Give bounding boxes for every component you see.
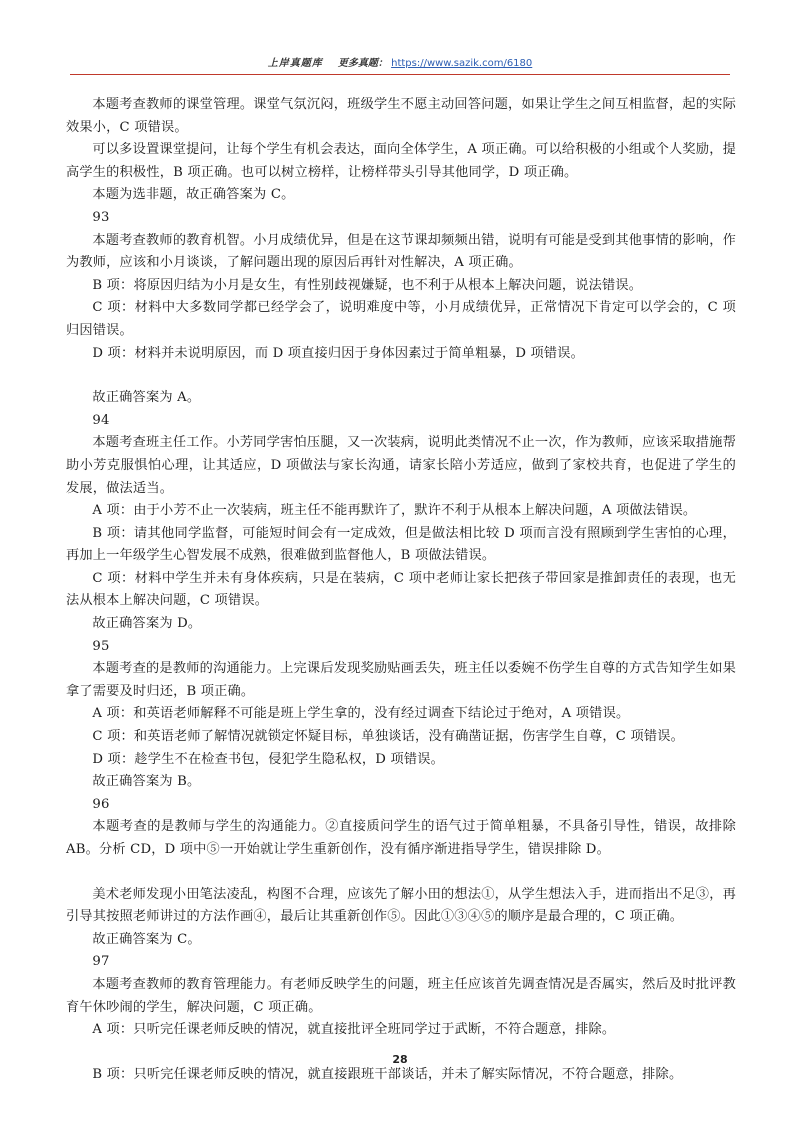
- paragraph: 故正确答案为 A。: [92, 390, 201, 406]
- paragraph: 本题考查教师的教育管理能力。有老师反映学生的问题，班主任应该首先调查情况是否属实，然后及时批评教育午休吵闹的学生，解决问题，C 项正确。: [66, 976, 736, 1015]
- paragraph: B 项：只听完任课老师反映的情况，就直接跟班干部谈话，并未了解实际情况，不符合题意，排除。: [92, 1066, 683, 1082]
- page-number: 28: [392, 1053, 408, 1066]
- paragraph: A 项：由于小芳不止一次装病，班主任不能再默许了，默许不利于从根本上解决问题，A 项做法错误。: [92, 503, 697, 519]
- question-number: 95: [92, 638, 110, 654]
- paragraph: A 项：只听完任课老师反映的情况，就直接批评全班同学过于武断，不符合题意，排除。: [92, 1022, 616, 1038]
- paragraph: 本题考查班主任工作。小芳同学害怕压腿，又一次装病，说明此类情况不止一次，作为教师，应该采取措施帮助小芳克服惧怕心理，让其适应，D 项做法与家长沟通，请家长陪小芳适应，做到了家校共育，也促进了学生的发展，做法适当。: [66, 435, 736, 496]
- paragraph: A 项：和英语老师解释不可能是班上学生拿的，没有经过调查下结论过于绝对，A 项错误。: [92, 706, 630, 722]
- paragraph: 本题考查的是教师与学生的沟通能力。②直接质问学生的语气过于简单粗暴，不具备引导性，错误，故排除 AB。分析 CD，D 项中⑤一开始就让学生重新创作，没有循序渐进指导学生，错误排除 D。: [66, 819, 736, 857]
- paragraph: 美术老师发现小田笔法凌乱，构图不合理，应该先了解小田的想法①，从学生想法入手，进而指出不足③，再引导其按照老师讲过的方法作画④，最后让其重新创作⑤。因此①③④⑤的顺序是最合理的，C 项正确。: [66, 886, 736, 925]
- document-body: [66, 94, 736, 1086]
- page-header: [70, 54, 730, 76]
- header-label: 更多真题：: [337, 58, 388, 69]
- header-link[interactable]: https://www.sazik.com/6180: [391, 58, 533, 69]
- paragraph: D 项：材料并未说明原因，而 D 项直接归因于身体因素过于简单粗暴，D 项错误。: [92, 345, 585, 361]
- question-number: 97: [92, 954, 110, 970]
- paragraph: C 项：材料中学生并未有身体疾病，只是在装病，C 项中老师让家长把孩子带回家是推卸责任的表现，也无法从根本上解决问题，C 项错误。: [66, 570, 736, 609]
- paragraph: 故正确答案为 C。: [92, 931, 201, 947]
- paragraph: 本题为选非题，故正确答案为 C。: [92, 187, 295, 203]
- question-number: 94: [92, 412, 110, 428]
- paragraph: 可以多设置课堂提问，让每个学生有机会表达，面向全体学生，A 项正确。可以给积极的小组或个人奖励，提高学生的积极性，B 项正确。也可以树立榜样，让榜样带头引导其他同学，D 项正确。: [66, 142, 736, 180]
- header-divider: [70, 74, 730, 75]
- paragraph: 本题考查教师的教育机智。小月成绩优异，但是在这节课却频频出错，说明有可能是受到其他事情的影响，作为教师，应该和小月谈谈，了解问题出现的原因后再针对性解决，A 项正确。: [66, 232, 736, 271]
- paragraph: B 项：将原因归结为小月是女生，有性别歧视嫌疑，也不利于从根本上解决问题，说法错误。: [92, 277, 643, 293]
- paragraph: B 项：请其他同学监督，可能短时间会有一定成效，但是做法相比较 D 项而言没有照顾到学生害怕的心理，再加上一年级学生心智发展不成熟，很难做到监督他人，B 项做法错误。: [66, 525, 736, 564]
- paragraph: 本题考查的是教师的沟通能力。上完课后发现奖励贴画丢失，班主任以委婉不伤学生自尊的方式告知学生如果拿了需要及时归还，B 项正确。: [66, 661, 736, 699]
- paragraph: C 项：和英语老师了解情况就锁定怀疑目标，单独谈话，没有确凿证据，伤害学生自尊，C 项错误。: [92, 729, 685, 745]
- paragraph: 故正确答案为 B。: [92, 774, 201, 790]
- question-number: 93: [92, 209, 110, 225]
- paragraph: 故正确答案为 D。: [92, 616, 202, 632]
- paragraph: 本题考查教师的课堂管理。课堂气氛沉闷，班级学生不愿主动回答问题，如果让学生之间互相监督，起的实际效果小，C 项错误。: [66, 97, 736, 135]
- paragraph: C 项：材料中大多数同学都已经学会了，说明难度中等，小月成绩优异，正常情况下肯定可以学会的，C 项归因错误。: [66, 300, 736, 338]
- header-brand: 上岸真题库: [267, 58, 323, 69]
- paragraph: D 项：趁学生不在检查书包，侵犯学生隐私权，D 项错误。: [92, 751, 445, 767]
- question-number: 96: [92, 796, 110, 812]
